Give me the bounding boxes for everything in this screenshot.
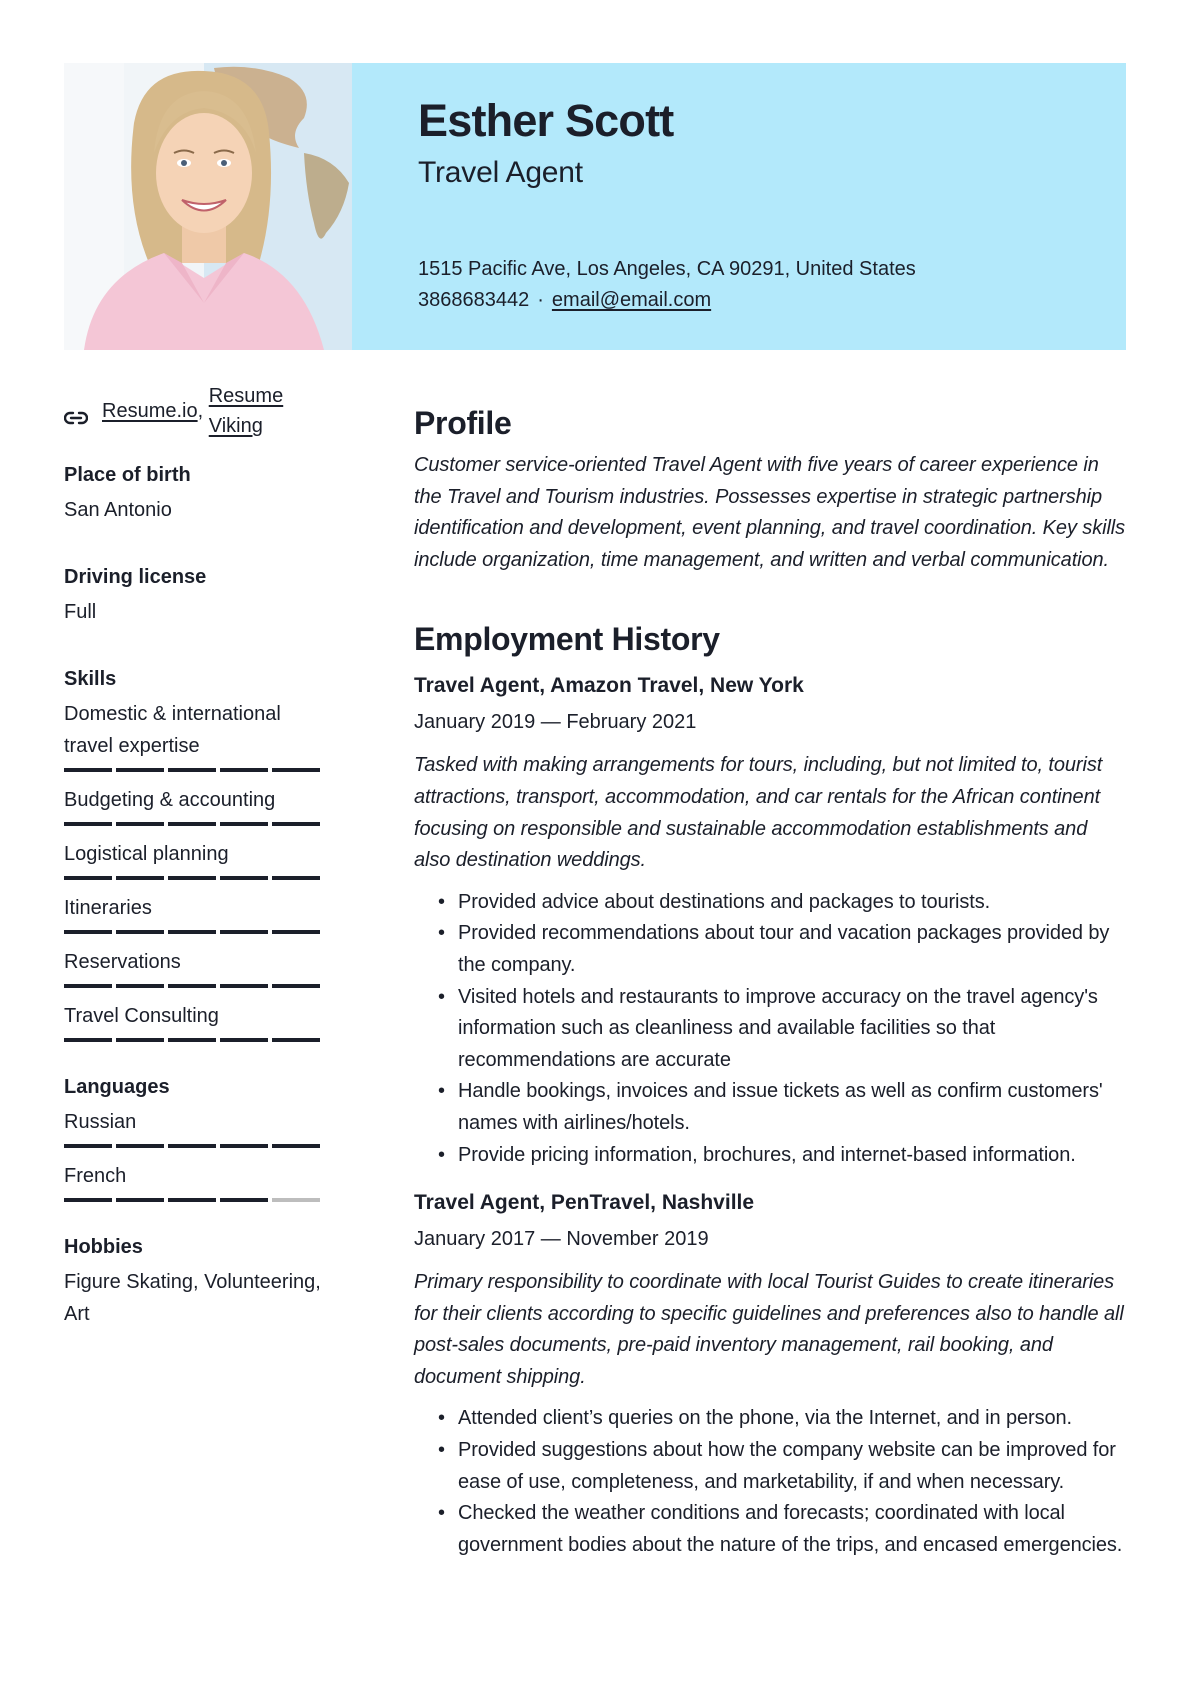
job-heading: Travel Agent, PenTravel, Nashville: [414, 1191, 755, 1215]
level-segment: [116, 768, 164, 772]
bullet-icon: •: [438, 1502, 445, 1525]
languages-list: [64, 1106, 334, 1202]
level-segment: [220, 1038, 268, 1042]
job-bullet: [414, 1498, 1126, 1561]
level-segment: [64, 1038, 112, 1042]
level-segment: [272, 1198, 320, 1202]
bullet-icon: •: [438, 985, 445, 1008]
level-segment: [272, 876, 320, 880]
skills-label: Skills: [64, 668, 117, 690]
level-segment: [168, 984, 216, 988]
candidate-job-title: Travel Agent: [418, 156, 583, 189]
place-of-birth-section: [64, 460, 334, 526]
profile-section: [414, 404, 1126, 576]
contact-line: [418, 285, 711, 315]
level-meter: [64, 768, 334, 772]
job-entry: [414, 1187, 1126, 1561]
languages-label: Languages: [64, 1076, 170, 1098]
skill-name: Itineraries: [64, 897, 152, 919]
job-bullet-text: Provided advice about destinations and packages to tourists.: [458, 890, 991, 913]
level-meter: [64, 822, 334, 826]
skill-name: Domestic & international travel expertise: [64, 703, 281, 757]
job-bullet: [414, 887, 1126, 919]
level-segment: [64, 822, 112, 826]
level-segment: [168, 1198, 216, 1202]
job-bullet-text: Provide pricing information, brochures, and internet-based information.: [458, 1143, 1076, 1166]
level-meter: [64, 1144, 334, 1148]
level-segment: [116, 876, 164, 880]
job-bullet-text: Attended client’s queries on the phone, via the Internet, and in person.: [458, 1407, 1072, 1430]
level-meter: [64, 1198, 334, 1202]
skill-item: [64, 838, 334, 880]
hobbies-label: Hobbies: [64, 1236, 143, 1258]
job-bullet: [414, 1435, 1126, 1498]
level-segment: [272, 1144, 320, 1148]
level-segment: [272, 768, 320, 772]
language-item: [64, 1160, 334, 1202]
skill-item: [64, 1000, 334, 1042]
link-icon: [64, 404, 88, 418]
level-segment: [116, 930, 164, 934]
level-segment: [116, 822, 164, 826]
level-segment: [168, 1038, 216, 1042]
job-bullet: [414, 1140, 1126, 1172]
job-entry: [414, 670, 1126, 1171]
job-bullets: [414, 887, 1126, 1171]
skill-name: Budgeting & accounting: [64, 789, 276, 811]
level-segment: [220, 768, 268, 772]
level-meter: [64, 930, 334, 934]
level-segment: [116, 1144, 164, 1148]
level-meter: [64, 984, 334, 988]
email-link[interactable]: email@email.com: [551, 289, 712, 311]
candidate-name: Esther Scott: [418, 95, 674, 146]
job-bullet-text: Provided recommendations about tour and vacation packages provided by the company.: [458, 922, 1110, 976]
language-name: Russian: [64, 1111, 137, 1133]
place-of-birth-value: San Antonio: [64, 499, 172, 521]
level-segment: [220, 822, 268, 826]
languages-section: [64, 1072, 334, 1202]
level-segment: [64, 876, 112, 880]
bullet-icon: •: [438, 922, 445, 945]
job-bullet: [414, 982, 1126, 1077]
hobbies-section: [64, 1232, 334, 1330]
portrait-illustration: [64, 63, 352, 350]
level-segment: [220, 876, 268, 880]
level-meter: [64, 1038, 334, 1042]
link-resume-io[interactable]: Resume.io: [102, 400, 198, 422]
sidebar: [64, 385, 334, 1330]
job-dates: January 2017 — November 2019: [414, 1228, 709, 1251]
level-segment: [220, 1144, 268, 1148]
profile-photo: [64, 63, 352, 350]
driving-license-label: Driving license: [64, 566, 207, 588]
level-segment: [116, 1038, 164, 1042]
phone-number: 3868683442: [418, 289, 530, 311]
level-segment: [116, 984, 164, 988]
driving-license-value: Full: [64, 601, 97, 623]
skill-name: Logistical planning: [64, 843, 229, 865]
level-segment: [272, 930, 320, 934]
skill-item: [64, 892, 334, 934]
level-segment: [220, 930, 268, 934]
job-bullet-text: Checked the weather conditions and forecasts; coordinated with local government bodies about the nature of the trips, and encased emergencies.: [458, 1502, 1123, 1556]
level-segment: [64, 1144, 112, 1148]
link-resume-viking[interactable]: Resume Viking: [208, 385, 284, 437]
job-bullets: [414, 1403, 1126, 1561]
job-bullet: [414, 1076, 1126, 1139]
job-bullet-text: Provided suggestions about how the company website can be improved for ease of use, completeness, and marketability, if and when necessary.: [458, 1439, 1116, 1493]
hobbies-value: Figure Skating, Volunteering, Art: [64, 1271, 321, 1325]
level-segment: [168, 876, 216, 880]
level-segment: [168, 1144, 216, 1148]
job-heading: Travel Agent, Amazon Travel, New York: [414, 674, 804, 698]
header-banner: [352, 63, 1126, 350]
bullet-icon: •: [438, 1143, 445, 1166]
job-dates: January 2019 — February 2021: [414, 711, 697, 734]
bullet-icon: •: [438, 1439, 445, 1462]
level-segment: [64, 1198, 112, 1202]
job-bullet: [414, 918, 1126, 981]
bullet-icon: •: [438, 1080, 445, 1103]
skill-name: Reservations: [64, 951, 181, 973]
skill-name: Travel Consulting: [64, 1005, 219, 1027]
job-description: Primary responsibility to coordinate with local Tourist Guides to create itineraries for their clients according to specific guidelines and preferences also to handle all post-sales documents, pre-paid inventory management, rail booking, and document shipping.: [414, 1271, 1124, 1388]
level-segment: [64, 768, 112, 772]
language-item: [64, 1106, 334, 1148]
job-bullet-text: Visited hotels and restaurants to improve accuracy on the travel agency's information such as cleanliness and available facilities so that recommendations are accurate: [458, 985, 1098, 1071]
job-bullet-text: Handle bookings, invoices and issue tickets as well as confirm customers' names with airlines/hotels.: [458, 1080, 1103, 1134]
profile-summary: Customer service-oriented Travel Agent with five years of career experience in the Travel and Tourism industries. Possesses expertise in strategic partnership identification and development, event planning, and travel coordination. Key skills include organization, time management, and written and verbal communication.: [414, 454, 1126, 571]
job-description: Tasked with making arrangements for tours, including, but not limited to, tourist attractions, transport, accommodation, and car rentals for the African continent focusing on responsible and sustainable accommodation establishments and also destination weddings.: [414, 754, 1103, 872]
level-segment: [168, 930, 216, 934]
address: 1515 Pacific Ave, Los Angeles, CA 90291, United States: [418, 258, 916, 280]
skill-item: [64, 698, 334, 772]
employment-heading: Employment History: [414, 621, 720, 658]
level-segment: [168, 822, 216, 826]
driving-license-section: [64, 562, 334, 628]
contact-separator: ·: [537, 289, 544, 311]
main-content: [414, 404, 1126, 1561]
level-segment: [168, 768, 216, 772]
links-separator: ,: [197, 400, 204, 422]
place-of-birth-label: Place of birth: [64, 464, 191, 486]
language-name: French: [64, 1165, 127, 1187]
level-segment: [272, 1038, 320, 1042]
bullet-icon: •: [438, 890, 445, 913]
skill-item: [64, 784, 334, 826]
level-segment: [64, 984, 112, 988]
employment-section: [414, 620, 1126, 1561]
level-segment: [116, 1198, 164, 1202]
jobs-list: [414, 670, 1126, 1561]
skill-item: [64, 946, 334, 988]
skills-list: [64, 698, 334, 1042]
level-meter: [64, 876, 334, 880]
level-segment: [220, 984, 268, 988]
level-segment: [272, 984, 320, 988]
job-bullet: [414, 1403, 1126, 1435]
profile-heading: Profile: [414, 405, 512, 441]
skills-section: [64, 664, 334, 1042]
links-row: [64, 385, 334, 437]
bullet-icon: •: [438, 1407, 445, 1430]
level-segment: [64, 930, 112, 934]
level-segment: [220, 1198, 268, 1202]
level-segment: [272, 822, 320, 826]
